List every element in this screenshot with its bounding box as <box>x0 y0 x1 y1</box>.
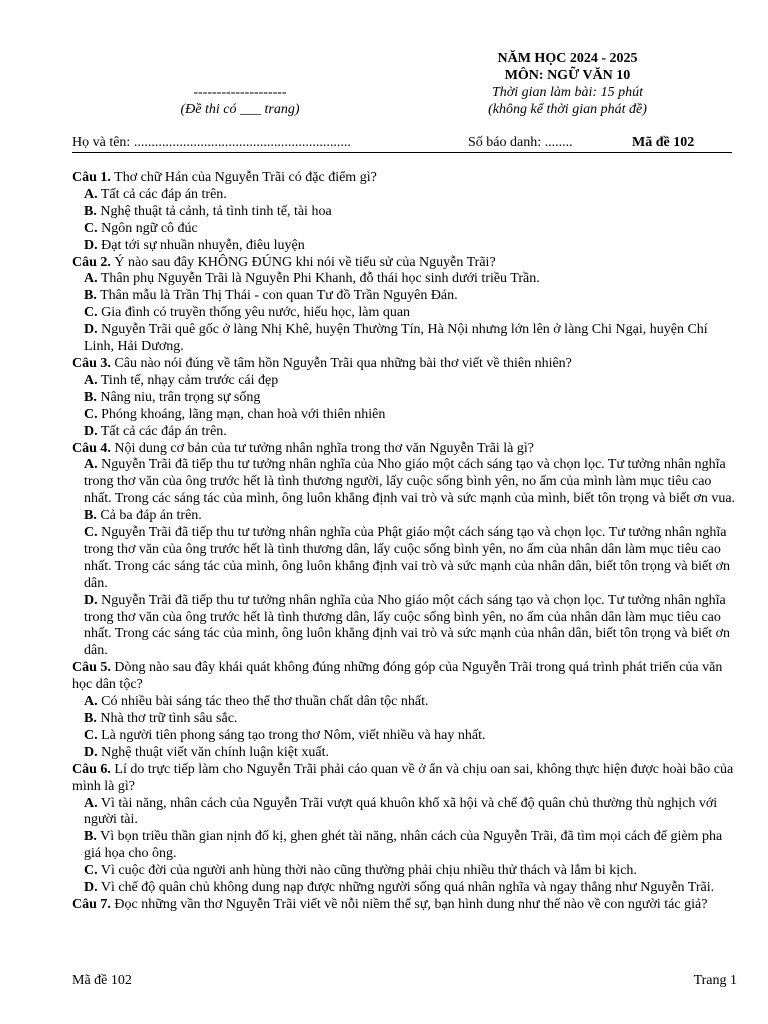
option-b <box>72 829 736 863</box>
option-letter: D. <box>84 237 98 253</box>
option-b <box>72 288 736 305</box>
option-letter: D. <box>84 744 98 760</box>
option-letter: A. <box>84 795 98 811</box>
option-text: Nguyễn Trãi đã tiếp thu tư tưởng nhân nghĩa của Nho giáo một cách sáng tạo và chọn lọc. Tư tưởng nhân nghĩa trong thơ văn của ông trước hết là tình thương người, lấy cuộc sống bình yên, no ấm của mình làm mục tiêu cao nhất. Trong các sáng tác của mình, ông luôn khẳng định vai trò và sức mạnh của mình, biết tôn trọng và biết ơn vua. <box>84 457 736 507</box>
option-a <box>72 187 736 204</box>
option-c <box>72 728 736 745</box>
option-d <box>72 238 736 255</box>
option-d <box>72 880 736 897</box>
option-text: Nhà thơ trữ tình sâu sắc. <box>100 711 238 726</box>
option-text: Vì cuộc đời của người anh hùng thời nào cũng thường phải chịu nhiều thử thách và lắm bi kịch. <box>100 863 637 879</box>
option-letter: B. <box>84 508 97 524</box>
option-letter: B. <box>84 389 97 405</box>
student-info-row <box>72 135 732 153</box>
option-letter: A. <box>84 372 98 388</box>
question-6 <box>72 762 736 796</box>
option-letter: C. <box>84 863 98 879</box>
question-text: Ý nào sau đây KHÔNG ĐÚNG khi nói về tiểu sử của Nguyễn Trãi? <box>114 254 496 270</box>
option-b <box>72 508 736 525</box>
footer-page: Trang 1 <box>693 973 737 988</box>
option-text: Đạt tới sự nhuần nhuyễn, điêu luyện <box>101 237 305 253</box>
option-text: Có nhiều bài sáng tác theo thể thơ thuần chất dân tộc nhất. <box>101 694 429 710</box>
option-b <box>72 204 736 221</box>
option-text: Nghệ thuật tả cảnh, tả tình tinh tế, tài hoa <box>100 203 332 219</box>
option-letter: D. <box>84 592 98 608</box>
question-number: Câu 3. <box>72 355 111 371</box>
option-d <box>72 424 736 441</box>
option-text: Nâng niu, trân trọng sự sống <box>100 389 261 405</box>
question-number: Câu 2. <box>72 254 111 270</box>
question-5 <box>72 660 736 694</box>
option-d <box>72 745 736 762</box>
option-text: Nghệ thuật viết văn chính luận kiệt xuất. <box>101 744 329 760</box>
question-text: Lí do trực tiếp làm cho Nguyễn Trãi phải cáo quan về ở ẩn và chịu oan sai, không thực hiện được hoài bão của mình là gì? <box>72 761 734 794</box>
question-1 <box>72 170 736 187</box>
option-a <box>72 457 736 508</box>
sbd-field: Số báo danh: ........ <box>468 135 573 150</box>
option-text: Vì tài năng, nhân cách của Nguyễn Trãi vượt quá khuôn khổ xã hội và chế độ quân chủ thường thù nghịch với người tài. <box>84 795 718 828</box>
option-text: Tất cả các đáp án trên. <box>100 186 227 202</box>
footer-code: Mã đề 102 <box>72 973 132 988</box>
question-number: Câu 6. <box>72 761 111 777</box>
school-year: NĂM HỌC 2024 - 2025 <box>497 51 638 66</box>
option-a <box>72 694 736 711</box>
option-letter: A. <box>84 271 98 287</box>
option-letter: A. <box>84 457 98 473</box>
option-text: Tất cả các đáp án trên. <box>100 423 227 439</box>
option-letter: D. <box>84 423 98 439</box>
option-text: Cả ba đáp án trên. <box>100 508 202 524</box>
option-text: Vì bọn triều thần gian nịnh đố kị, ghen ghét tài năng, nhân cách của Nguyễn Trãi, đã tìm mọi cách để gièm pha giá họa cho ông. <box>84 829 723 862</box>
question-3 <box>72 356 736 373</box>
option-c <box>72 305 736 322</box>
name-field: Họ và tên: .............................................................. <box>72 135 351 150</box>
option-letter: C. <box>84 525 98 541</box>
question-4 <box>72 441 736 458</box>
time-limit: Thời gian làm bài: 15 phút <box>492 85 643 100</box>
question-number: Câu 4. <box>72 440 111 456</box>
option-letter: B. <box>84 829 97 845</box>
question-text: Nội dung cơ bản của tư tưởng nhân nghĩa trong thơ văn Nguyễn Trãi là gì? <box>114 440 535 456</box>
option-text: Thân mẫu là Trần Thị Thái - con quan Tư đồ Trần Nguyên Đán. <box>100 288 458 304</box>
header-divider <box>72 152 732 153</box>
option-c <box>72 407 736 424</box>
option-b <box>72 711 736 728</box>
option-letter: B. <box>84 711 97 726</box>
question-7 <box>72 897 736 914</box>
questions-list <box>72 170 736 914</box>
option-letter: B. <box>84 288 97 304</box>
question-number: Câu 1. <box>72 170 111 185</box>
option-text: Phóng khoáng, lãng mạn, chan hoà với thiên nhiên <box>101 406 386 422</box>
time-note: (không kể thời gian phát đề) <box>488 102 647 117</box>
option-text: Nguyễn Trãi quê gốc ở làng Nhị Khê, huyện Thường Tín, Hà Nội nhưng lớn lên ở làng Chi Ngại, huyện Chí Linh, Hải Dương. <box>84 322 708 355</box>
option-letter: A. <box>84 694 98 710</box>
dashes-line: -------------------- <box>193 85 287 100</box>
option-a <box>72 373 736 390</box>
option-letter: A. <box>84 186 98 202</box>
question-text: Câu nào nói đúng về tâm hồn Nguyễn Trãi qua những bài thơ viết về thiên nhiên? <box>114 355 572 371</box>
pages-note: (Đề thi có ___ trang) <box>180 102 300 117</box>
option-letter: B. <box>84 203 97 219</box>
option-c <box>72 525 736 593</box>
exam-code: Mã đề 102 <box>632 135 695 150</box>
question-text: Thơ chữ Hán của Nguyễn Trãi có đặc điểm gì? <box>114 170 377 185</box>
subject-title: MÔN: NGỮ VĂN 10 <box>504 68 631 83</box>
option-c <box>72 221 736 238</box>
option-a <box>72 271 736 288</box>
option-d <box>72 593 736 661</box>
option-a <box>72 796 736 830</box>
option-b <box>72 390 736 407</box>
option-text: Thân phụ Nguyễn Trãi là Nguyễn Phi Khanh, đỗ thái học sinh dưới triều Trần. <box>100 271 540 287</box>
option-text: Ngôn ngữ cô đúc <box>101 220 198 236</box>
option-text: Nguyễn Trãi đã tiếp thu tư tưởng nhân nghĩa của Phật giáo một cách sáng tạo và chọn lọc. Tư tưởng nhân nghĩa trong thơ văn của ông trước hết là tình thương dân, lấy cuộc sống bình yên, no ấm của nhân dân làm mục tiêu cao nhất. Trong các sáng tác của mình, ông luôn khẳng định vai trò và sức mạnh của nhân dân, biết tôn trọng và biết ơn dân. <box>84 525 731 591</box>
question-2 <box>72 255 736 272</box>
option-text: Gia đình có truyền thống yêu nước, hiếu học, làm quan <box>101 305 411 321</box>
option-letter: C. <box>84 220 98 236</box>
option-d <box>72 322 736 356</box>
option-text: Là người tiên phong sáng tạo trong thơ Nôm, viết nhiều và hay nhất. <box>101 727 486 743</box>
option-letter: D. <box>84 322 98 338</box>
question-number: Câu 5. <box>72 660 111 676</box>
option-text: Vì chế độ quân chủ không dung nạp được những người sống quá nhân nghĩa và ngay thẳng như Nguyễn Trãi. <box>100 880 715 896</box>
option-letter: C. <box>84 727 98 743</box>
option-c <box>72 863 736 880</box>
option-letter: C. <box>84 305 98 321</box>
question-text: Đọc những vần thơ Nguyễn Trãi viết về nỗi niềm thế sự, bạn hình dung như thế nào về con người tác giả? <box>114 896 708 912</box>
option-letter: C. <box>84 406 98 422</box>
question-number: Câu 7. <box>72 896 111 912</box>
option-letter: D. <box>84 880 98 896</box>
question-text: Dòng nào sau đây khái quát không đúng những đóng góp của Nguyễn Trãi trong quá trình phát triển của văn học dân tộc? <box>72 660 723 693</box>
option-text: Nguyễn Trãi đã tiếp thu tư tưởng nhân nghĩa của Nho giáo một cách sáng tạo và chọn lọc. Tư tưởng nhân nghĩa trong thơ văn của ông trước hết là tình thương dân, lấy cuộc sống bình yên, no ấm của nhân dân làm mục tiêu cao nhất. Trong các sáng tác của mình, ông luôn khẳng định vai trò và sức mạnh của nhân dân, biết tôn trọng và biết ơn dân. <box>84 592 731 659</box>
option-text: Tinh tế, nhạy cảm trước cái đẹp <box>100 372 279 388</box>
